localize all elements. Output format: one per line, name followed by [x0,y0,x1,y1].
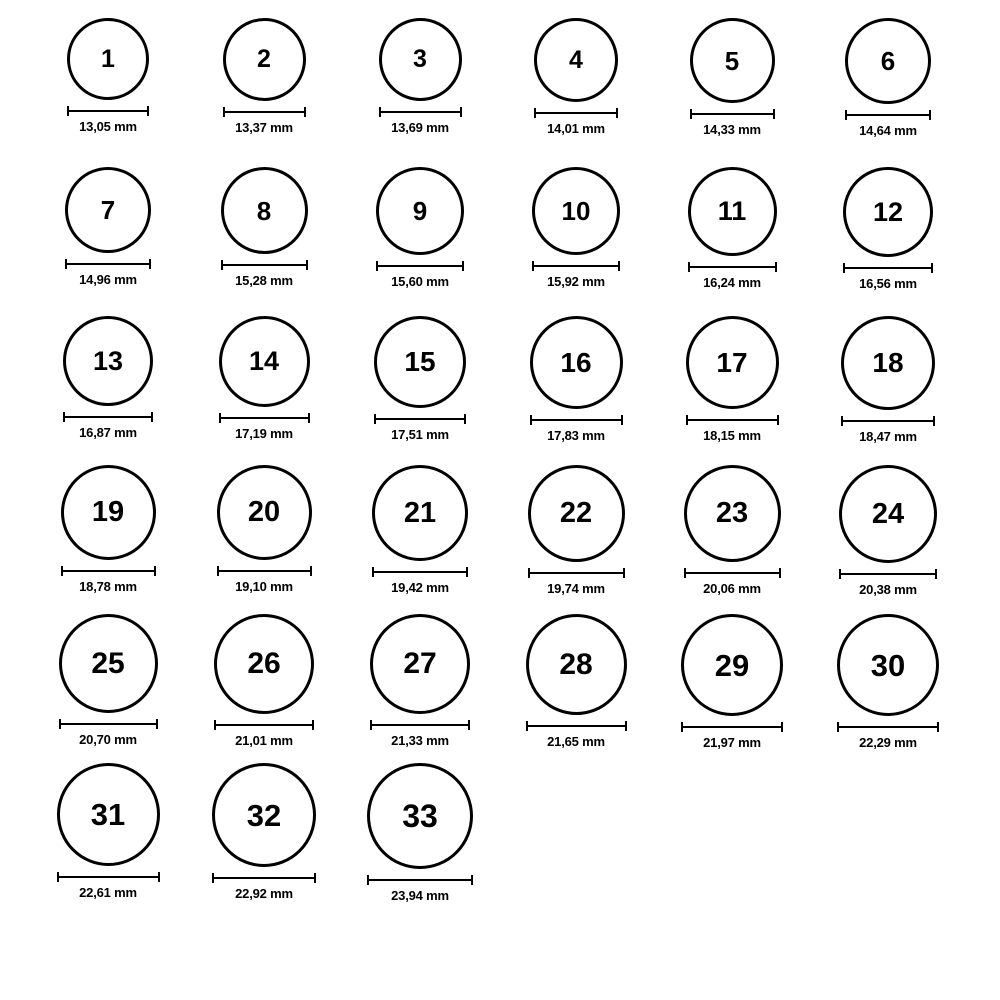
diameter-measure [370,720,470,748]
ring-circle [370,614,470,714]
diameter-label: 23,94 mm [391,888,449,903]
ring-size-item[interactable] [654,167,810,290]
ring-size-number: 32 [246,797,282,833]
caliper-icon [843,263,933,273]
ring-circle [688,167,777,256]
ring-circle [690,18,775,103]
caliper-icon [684,568,781,578]
ring-size-number: 16 [560,346,592,378]
ring-size-number: 2 [257,45,271,73]
diameter-measure [223,107,306,135]
diameter-label: 17,83 mm [547,428,605,443]
ring-circle [379,18,462,101]
caliper-icon [370,720,470,730]
ring-size-number: 31 [90,797,126,832]
diameter-measure [843,263,933,291]
ring-circle [841,316,935,410]
ring-size-item[interactable] [498,614,654,749]
ring-size-item[interactable] [30,763,186,900]
ring-circle [684,465,781,562]
ring-circle [530,316,623,409]
ring-circle [374,316,466,408]
ring-size-item[interactable] [30,18,186,134]
ring-size-number: 26 [247,647,281,680]
ring-size-item[interactable] [654,465,810,596]
ring-circle [221,167,308,254]
diameter-measure [372,567,468,595]
caliper-icon [837,722,939,732]
ring-size-item[interactable] [30,316,186,440]
diameter-measure [841,416,935,444]
diameter-label: 16,87 mm [79,425,137,440]
ring-size-number: 12 [872,196,904,227]
diameter-measure [67,106,149,134]
ring-size-item[interactable] [30,465,186,594]
caliper-icon [214,720,314,730]
diameter-label: 22,29 mm [859,735,917,750]
diameter-label: 15,92 mm [547,274,605,289]
ring-size-number: 18 [872,347,904,378]
diameter-label: 22,61 mm [79,885,137,900]
ring-size-item[interactable] [654,316,810,443]
ring-circle [63,316,153,406]
ring-circle [843,167,933,257]
caliper-icon [534,108,618,118]
diameter-label: 21,01 mm [235,733,293,748]
ring-size-item[interactable] [342,465,498,595]
ring-size-number: 28 [559,647,593,681]
caliper-icon [681,722,783,732]
caliper-icon [532,261,620,271]
ring-circle [59,614,158,713]
caliper-icon [212,873,316,883]
diameter-measure [839,569,937,597]
ring-size-number: 27 [403,647,437,680]
diameter-measure [532,261,620,289]
diameter-label: 18,15 mm [703,428,761,443]
ring-size-item[interactable] [186,465,342,594]
ring-size-item[interactable] [342,18,498,135]
diameter-label: 18,47 mm [859,429,917,444]
ring-size-number: 15 [404,346,436,377]
caliper-icon [61,566,156,576]
ring-size-number: 22 [559,497,593,529]
ring-size-number: 4 [569,45,583,74]
diameter-label: 17,19 mm [235,426,293,441]
size-row [0,167,1000,316]
ring-size-number: 17 [716,346,748,378]
ring-size-item[interactable] [186,316,342,441]
ring-size-item[interactable] [186,763,342,901]
caliper-icon [839,569,937,579]
ring-size-number: 1 [101,44,115,73]
caliper-icon [223,107,306,117]
caliper-icon [221,260,308,270]
ring-size-number: 25 [91,646,125,680]
ring-size-item[interactable] [342,316,498,442]
ring-circle [845,18,931,104]
caliper-icon [686,415,779,425]
ring-circle [367,763,473,869]
ring-size-number: 11 [717,196,747,226]
caliper-icon [217,566,312,576]
caliper-icon [219,413,310,423]
diameter-label: 21,33 mm [391,733,449,748]
diameter-measure [217,566,312,594]
ring-size-item[interactable] [186,614,342,748]
caliper-icon [379,107,462,117]
diameter-measure [212,873,316,901]
diameter-label: 13,69 mm [391,120,449,135]
caliper-icon [376,261,464,271]
ring-size-number: 10 [561,196,591,226]
diameter-label: 14,96 mm [79,272,137,287]
ring-circle [837,614,939,716]
ring-size-number: 3 [413,45,427,73]
ring-size-item[interactable] [654,18,810,137]
diameter-measure [374,414,466,442]
ring-size-item[interactable] [186,18,342,135]
diameter-measure [688,262,777,290]
ring-size-item[interactable] [654,614,810,750]
ring-circle [57,763,160,866]
ring-size-item[interactable] [498,465,654,596]
diameter-measure [845,110,931,138]
ring-size-number: 7 [100,195,116,225]
ring-size-item[interactable] [810,465,966,597]
ring-circle [219,316,310,407]
ring-size-item[interactable] [810,316,966,444]
diameter-label: 21,65 mm [547,734,605,749]
diameter-label: 17,51 mm [391,427,449,442]
ring-size-number: 23 [715,497,749,529]
ring-circle [223,18,306,101]
ring-circle [67,18,149,100]
diameter-label: 19,74 mm [547,581,605,596]
caliper-icon [67,106,149,116]
diameter-measure [63,412,153,440]
caliper-icon [530,415,623,425]
ring-size-item[interactable] [810,614,966,750]
diameter-measure [59,719,158,747]
ring-size-item[interactable] [30,167,186,287]
diameter-label: 19,10 mm [235,579,293,594]
caliper-icon [374,414,466,424]
ring-circle [212,763,316,867]
ring-circle [376,167,464,255]
size-row [0,763,1000,912]
ring-size-number: 5 [724,45,740,76]
size-row [0,18,1000,167]
ring-size-item[interactable] [498,167,654,289]
diameter-label: 14,64 mm [859,123,917,138]
diameter-label: 14,01 mm [547,121,605,136]
diameter-label: 22,92 mm [235,886,293,901]
ring-circle [217,465,312,560]
size-row [0,316,1000,465]
caliper-icon [57,872,160,882]
ring-size-item[interactable] [810,18,966,138]
ring-size-number: 24 [871,497,905,530]
diameter-label: 15,60 mm [391,274,449,289]
ring-size-number: 19 [91,496,125,528]
diameter-measure [221,260,308,288]
diameter-measure [61,566,156,594]
ring-size-number: 6 [880,46,896,76]
ring-size-item[interactable] [342,763,498,903]
ring-size-number: 20 [247,496,281,528]
diameter-label: 20,06 mm [703,581,761,596]
caliper-icon [372,567,468,577]
diameter-measure [379,107,462,135]
ring-size-item[interactable] [30,614,186,747]
ring-size-number: 29 [714,647,750,683]
ring-size-item[interactable] [186,167,342,288]
ring-circle [526,614,627,715]
caliper-icon [690,109,775,119]
diameter-measure [376,261,464,289]
diameter-label: 20,70 mm [79,732,137,747]
diameter-label: 15,28 mm [235,273,293,288]
diameter-measure [57,872,160,900]
ring-circle [214,614,314,714]
caliper-icon [65,259,151,269]
caliper-icon [526,721,627,731]
ring-circle [372,465,468,561]
caliper-icon [59,719,158,729]
caliper-icon [367,875,473,885]
caliper-icon [688,262,777,272]
ring-circle [681,614,783,716]
diameter-label: 13,05 mm [79,119,137,134]
diameter-measure [65,259,151,287]
diameter-measure [219,413,310,441]
diameter-measure [686,415,779,443]
diameter-measure [367,875,473,903]
ring-size-number: 30 [870,647,906,683]
ring-size-item[interactable] [810,167,966,291]
caliper-icon [845,110,931,120]
ring-size-number: 9 [412,196,428,226]
diameter-measure [690,109,775,137]
diameter-label: 14,33 mm [703,122,761,137]
diameter-label: 21,97 mm [703,735,761,750]
caliper-icon [841,416,935,426]
diameter-label: 16,24 mm [703,275,761,290]
ring-circle [839,465,937,563]
diameter-label: 16,56 mm [859,276,917,291]
diameter-measure [837,722,939,750]
ring-size-item[interactable] [342,167,498,289]
diameter-measure [528,568,625,596]
diameter-measure [214,720,314,748]
ring-size-number: 13 [92,345,124,376]
caliper-icon [63,412,153,422]
size-row [0,614,1000,763]
ring-size-number: 21 [403,496,437,529]
ring-size-item[interactable] [498,316,654,443]
diameter-label: 13,37 mm [235,120,293,135]
ring-circle [61,465,156,560]
ring-circle [532,167,620,255]
ring-size-number: 8 [256,195,272,226]
size-row [0,465,1000,614]
diameter-label: 19,42 mm [391,580,449,595]
diameter-measure [681,722,783,750]
ring-size-number: 33 [402,798,438,834]
diameter-label: 20,38 mm [859,582,917,597]
diameter-measure [530,415,623,443]
ring-size-item[interactable] [342,614,498,748]
diameter-measure [526,721,627,749]
diameter-measure [684,568,781,596]
ring-circle [534,18,618,102]
ring-circle [528,465,625,562]
diameter-label: 18,78 mm [79,579,137,594]
ring-size-item[interactable] [498,18,654,136]
ring-circle [65,167,151,253]
ring-size-number: 14 [248,346,280,376]
diameter-measure [534,108,618,136]
caliper-icon [528,568,625,578]
ring-circle [686,316,779,409]
